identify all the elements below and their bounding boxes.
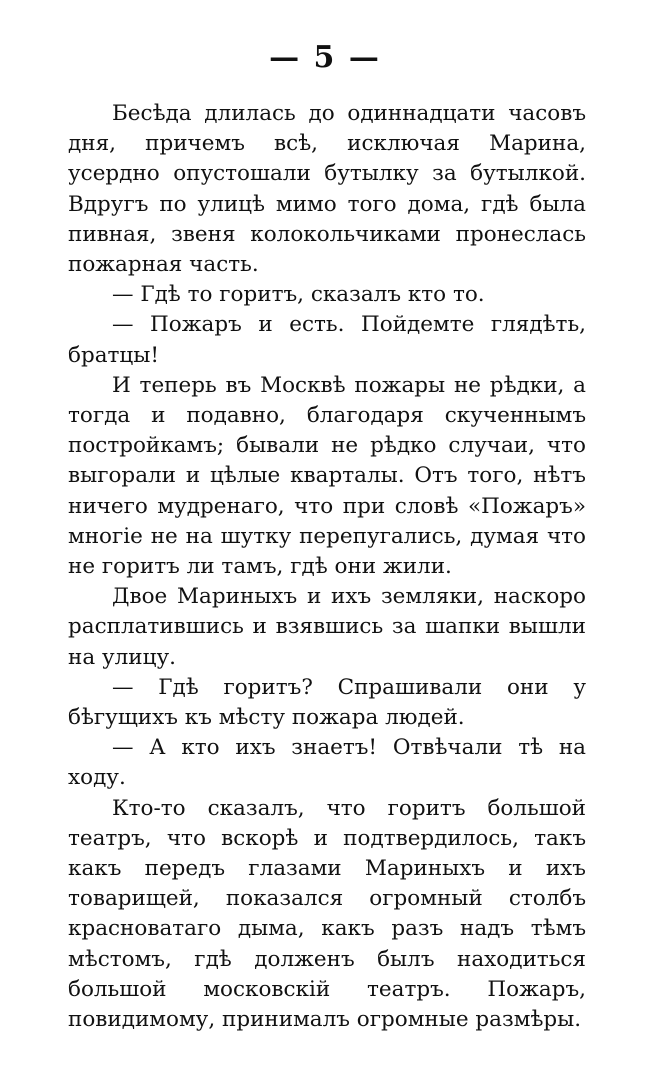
page-number: — 5 — <box>269 40 381 75</box>
paragraph-conversation-end: Бесѣда длилась до одиннадцати часовъ дня, причемъ всѣ, исключая Марина, усердно опустошали бутылку за бутылкой. Вдругъ по улицѣ мимо того дома, гдѣ была пивная, звеня колокольчиками пронеслась пожарная часть. <box>68 101 586 278</box>
paragraph-lets-go-watch: — Пожаръ и есть. Пойдемте глядѣть, братцы! <box>68 312 586 368</box>
paragraph-theatre-fire: Кто-то сказалъ, что горитъ большой театръ, что вскорѣ и подтвердилось, такъ какъ передъ глазами Мариныхъ и ихъ товарищей, показался огромный столбъ красноватаго дыма, какъ разъ надъ тѣмъ мѣстомъ, гдѣ долженъ былъ находиться большой московскій театръ. Пожаръ, повидимому, принималъ огромные размѣры. <box>68 795 586 1033</box>
paragraph-moscow-fires: И теперь въ Москвѣ пожары не рѣдки, а тогда и подавно, благодаря скученнымъ постройкамъ; бывали не рѣдко случаи, что выгорали и цѣлые кварталы. Отъ того, нѣтъ ничего мудренаго, что при словѣ «Пожаръ» многіе не на шутку перепугались, думая что не горитъ ли тамъ, гдѣ они жили. <box>68 372 586 580</box>
paragraph-who-knows: — А кто ихъ знаетъ! Отвѣчали тѣ на ходу. <box>68 735 586 791</box>
body-text <box>68 99 586 1035</box>
paragraph-someone-said: — Гдѣ то горитъ, сказалъ кто то. <box>112 282 485 308</box>
paragraph-went-outside: Двое Мариныхъ и ихъ земляки, наскоро расплатившись и взявшись за шапки вышли на улицу. <box>68 584 586 670</box>
paragraph-where-burning: — Гдѣ горитъ? Спрашивали они у бѣгущихъ къ мѣсту пожара людей. <box>68 674 586 731</box>
